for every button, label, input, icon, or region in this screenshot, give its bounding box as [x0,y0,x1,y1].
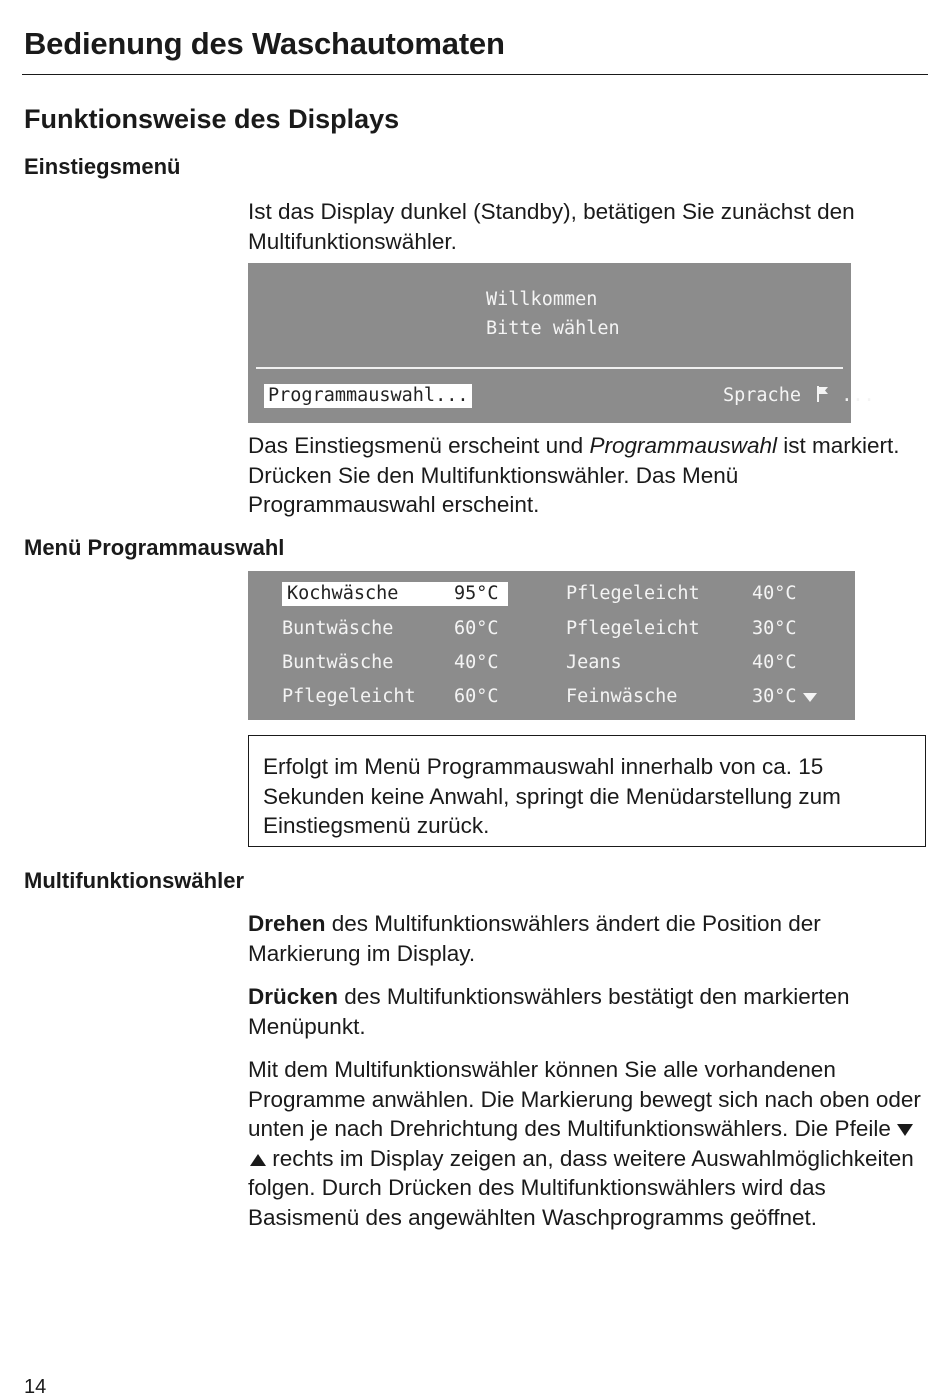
program-name: Kochwäsche [287,583,399,604]
page-number: 14 [24,1376,47,1398]
heading-multifunktionswaehler: Multifunktionswähler [24,868,244,893]
program-temp: 40°C [454,652,499,673]
program-temp: 30°C [752,618,797,639]
einstieg-after-a: Das Einstiegsmenü erscheint und [248,433,590,458]
program-temp-with-arrow [752,685,817,709]
p1-bold: Drehen [248,911,326,936]
program-temp: 30°C [752,686,797,707]
multifunktion-p1 [248,909,928,968]
program-temp: 40°C [752,652,797,673]
program-name[interactable]: Pflegeleicht [566,583,700,604]
triangle-down-icon [803,693,817,702]
program-name[interactable]: Pflegeleicht [282,686,416,707]
program-row-1-highlight[interactable] [282,582,508,606]
display-line-2: Bitte wählen [486,318,620,339]
program-temp: 40°C [752,583,797,604]
program-name[interactable]: Buntwäsche [282,618,394,639]
sprache-label: Sprache [723,385,801,406]
note-text: Erfolgt im Menü Programmauswahl innerhalb von ca. 15 Sekunden keine Anwahl, springt die Menüdarstellung zum Einstiegsmenü zurück. [263,754,841,838]
einstieg-after-b: ist markiert. Drücken Sie den Multifunktionswähler. Das Menü Programmauswahl erscheint. [248,433,900,517]
p1-rest: des Multifunktionswählers ändert die Position der Markierung im Display. [248,911,821,966]
multifunktion-p2 [248,982,928,1041]
program-temp: 60°C [454,686,499,707]
multifunktion-p3 [248,1055,928,1232]
program-name[interactable]: Jeans [566,652,622,673]
page-title: Bedienung des Waschautomaten [24,26,505,61]
p2-rest: des Multifunktionswählers bestätigt den markierten Menüpunkt. [248,984,850,1039]
program-temp: 60°C [454,618,499,639]
heading-einstiegsmenu: Einstiegsmenü [24,154,181,179]
program-name[interactable]: Pflegeleicht [566,618,700,639]
display-divider [256,367,843,369]
program-temp: 95°C [454,583,499,604]
triangle-down-icon [897,1124,913,1136]
display-line-1: Willkommen [486,289,598,310]
heading-programmauswahl: Menü Programmauswahl [24,535,285,560]
display-selected-programmauswahl[interactable]: Programmauswahl... [264,384,472,408]
einstieg-intro: Ist das Display dunkel (Standby), betätigen Sie zunächst den Multifunktionswähler. [248,199,855,254]
section-title: Funktionsweise des Displays [24,104,400,134]
p3-a: Mit dem Multifunktionswähler können Sie alle vorhandenen Programme anwählen. Die Markierung bewegt sich nach oben oder unten je nach Drehrichtung des Multifunktionswählers. Die Pfeile [248,1057,921,1141]
triangle-up-icon [250,1154,266,1166]
p2-bold: Drücken [248,984,339,1009]
flag-icon [816,385,830,403]
p3-b: rechts im Display zeigen an, dass weitere Auswahlmöglichkeiten folgen. Durch Drücken des Multifunktionswählers wird das Basismenü des angewählten Waschprogramms geöffnet. [248,1145,914,1230]
einstieg-after-italic: Programmauswahl [589,433,778,458]
display-sprache[interactable] [723,384,875,408]
einstieg-after [248,431,928,520]
sprache-ellipsis: ... [841,385,875,406]
program-name[interactable]: Feinwäsche [566,686,678,707]
program-name[interactable]: Buntwäsche [282,652,394,673]
display-programmauswahl [248,571,855,720]
display-welcome [248,263,875,423]
note-box [248,735,926,847]
title-rule [22,74,928,75]
